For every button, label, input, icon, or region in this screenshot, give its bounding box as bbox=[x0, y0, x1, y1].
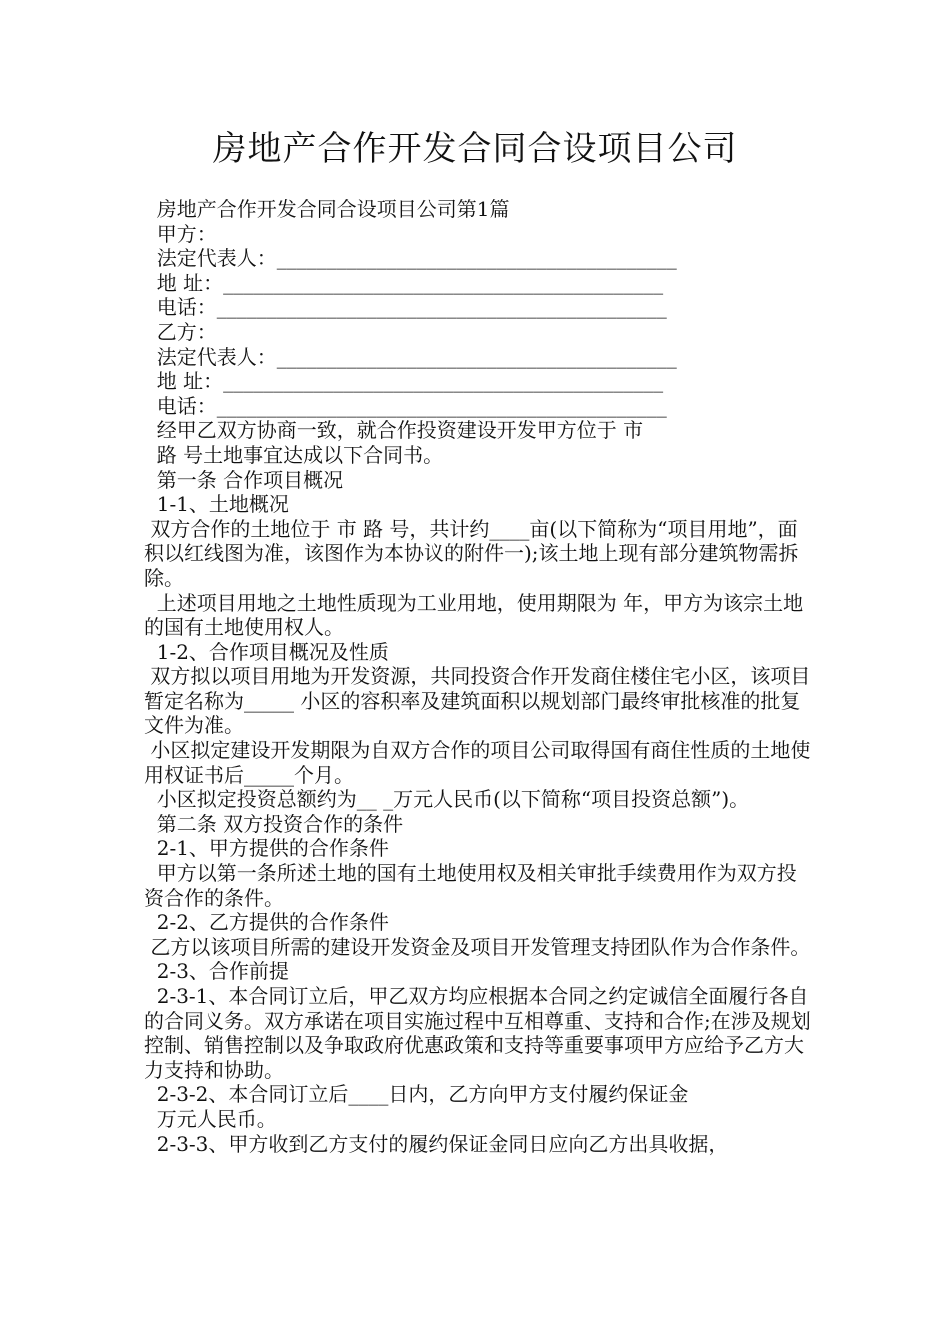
paragraph: 地 址：____________________________________________ bbox=[144, 369, 664, 394]
paragraph: 路 号土地事宜达成以下合同书。 bbox=[144, 442, 444, 467]
paragraph: 乙方： bbox=[144, 319, 217, 344]
paragraph: 2-3-2、本合同订立后____日内，乙方向甲方支付履约保证金 bbox=[144, 1082, 689, 1107]
paragraph: 双方合作的土地位于 市 路 号，共计约____亩(以下简称为“项目用地”，面积以红线图为准，该图作为本协议的附件一);该土地上现有部分建筑物需拆除。 bbox=[144, 516, 799, 590]
paragraph: 小区拟定投资总额约为__ _万元人民币(以下简称“项目投资总额”)。 bbox=[144, 787, 750, 812]
paragraph: 第一条 合作项目概况 bbox=[144, 467, 344, 492]
paragraph: 双方拟以项目用地为开发资源，共同投资合作开发商住楼住宅小区，该项目暂定名称为_____ 小区的容积率及建筑面积以规划部门最终审批核准的批复文件为准。 bbox=[144, 664, 811, 738]
paragraph: 上述项目用地之土地性质现为工业用地，使用期限为 年，甲方为该宗土地的国有土地使用权人。 bbox=[144, 590, 804, 640]
paragraph: 第二条 双方投资合作的条件 bbox=[144, 811, 404, 836]
paragraph: 甲方以第一条所述土地的国有土地使用权及相关审批手续费用作为双方投资合作的条件。 bbox=[144, 861, 797, 910]
paragraph: 电话：_____________________________________________ bbox=[144, 393, 667, 418]
paragraph: 甲方： bbox=[144, 221, 217, 246]
paragraph: 小区拟定建设开发期限为自双方合作的项目公司取得国有商住性质的土地使用权证书后_____个月。 bbox=[144, 738, 811, 787]
paragraph: 法定代表人：________________________________________ bbox=[144, 246, 677, 271]
document-title: 房地产合作开发合同合设项目公司 bbox=[212, 129, 738, 169]
paragraph: 2-3-1、本合同订立后，甲乙双方均应根据本合同之约定诚信全面履行各自的合同义务。双方承诺在项目实施过程中互相尊重、支持和合作;在涉及规划控制、销售控制以及争取政府优惠政策和支持等重要事项甲方应给予乙方大力支持和协助。 bbox=[144, 984, 811, 1082]
paragraph: 2-3-3、甲方收到乙方支付的履约保证金同日应向乙方出具收据， bbox=[144, 1131, 729, 1156]
paragraph: 地 址：____________________________________________ bbox=[144, 270, 664, 295]
document-body bbox=[144, 197, 816, 1156]
paragraph: 法定代表人：________________________________________ bbox=[144, 344, 677, 369]
paragraph: 1-2、合作项目概况及性质 bbox=[144, 639, 389, 664]
paragraph: 万元人民币。 bbox=[144, 1106, 277, 1131]
paragraph: 乙方以该项目所需的建设开发资金及项目开发管理支持团队作为合作条件。 bbox=[144, 934, 811, 959]
paragraph: 2-2、乙方提供的合作条件 bbox=[144, 910, 389, 935]
paragraph: 房地产合作开发合同合设项目公司第1篇 bbox=[144, 197, 510, 221]
paragraph: 经甲乙双方协商一致，就合作投资建设开发甲方位于 市 bbox=[144, 418, 644, 443]
paragraph: 电话：_____________________________________________ bbox=[144, 295, 667, 320]
paragraph: 1-1、土地概况 bbox=[144, 492, 289, 517]
paragraph: 2-3、合作前提 bbox=[144, 959, 289, 984]
paragraph: 2-1、甲方提供的合作条件 bbox=[144, 836, 389, 861]
